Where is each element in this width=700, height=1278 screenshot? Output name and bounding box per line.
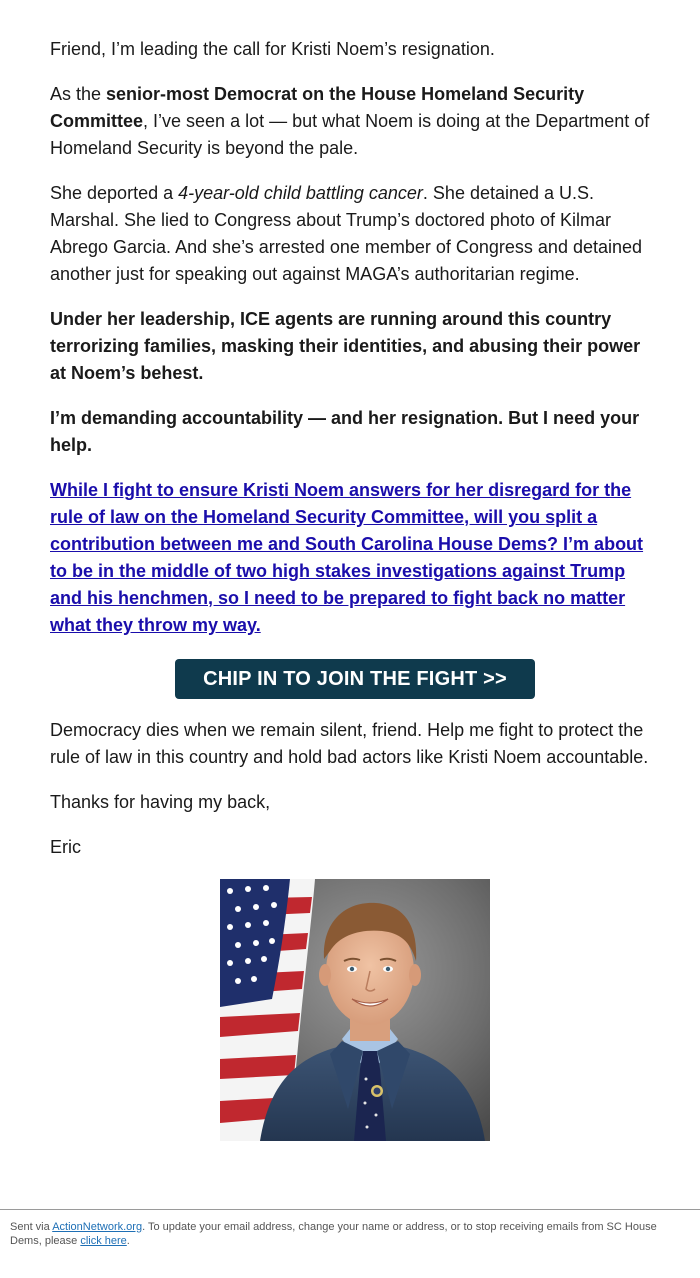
signature-text: Eric [50, 837, 81, 857]
footer-sent-via: Sent via [10, 1221, 53, 1233]
portrait-container [50, 879, 660, 1149]
paragraph-committee-rest: , I’ve seen a lot — but what Noem is doing at the Department of Homeland Security is beyond the pale. [50, 111, 650, 158]
closing-paragraph [50, 789, 660, 816]
paragraph-ask [50, 477, 660, 639]
paragraph-actions [50, 180, 660, 288]
closing-text: Thanks for having my back, [50, 792, 271, 812]
portrait-illustration [220, 879, 490, 1141]
paragraph-actions-italic: 4-year-old child battling cancer [178, 183, 423, 203]
paragraph-actions-intro: She deported a [50, 183, 179, 203]
footer-end: . [126, 1235, 130, 1247]
paragraph-committee-bold: senior-most Democrat on the House Homeland Security Committee [50, 84, 585, 131]
portrait-photo [220, 879, 490, 1141]
paragraph-democracy-text: Democracy dies when we remain silent, friend. Help me fight to protect the rule of law in this country and hold bad actors like Kristi Noem accountable. [50, 720, 649, 767]
unsubscribe-link[interactable]: click here [80, 1235, 127, 1247]
paragraph-committee [50, 81, 660, 162]
signature-paragraph [50, 834, 660, 861]
paragraph-ice [50, 306, 660, 387]
paragraph-committee-intro: As the [50, 84, 107, 104]
cta-container [50, 657, 660, 699]
chip-in-button[interactable]: CHIP IN TO JOIN THE FIGHT >> [175, 659, 535, 699]
footer-text: . To update your email address, change your name or address, or to stop receiving emails from SC House Dems, please [10, 1221, 657, 1247]
actionnetwork-link[interactable]: ActionNetwork.org [52, 1221, 143, 1233]
greeting-text: Friend, I’m leading the call for Kristi Noem’s resignation. [50, 39, 495, 59]
paragraph-ice-text: Under her leadership, ICE agents are running around this country terrorizing families, masking their identities, and abusing their power at Noem’s behest. [50, 309, 641, 383]
paragraph-democracy [50, 717, 660, 771]
greeting-paragraph [50, 36, 660, 63]
donation-ask-link[interactable]: While I fight to ensure Kristi Noem answers for her disregard for the rule of law on the Homeland Security Committee, will you split a contribution between me and South Carolina House Dems? I’m about to be in the middle of two high stakes investigations against Trump and his henchmen, so I need to be prepared to fight back no matter what they throw my way. [50, 480, 644, 635]
email-body [50, 36, 660, 1149]
email-footer [0, 1209, 700, 1248]
paragraph-demand [50, 405, 660, 459]
paragraph-demand-text: I’m demanding accountability — and her resignation. But I need your help. [50, 408, 640, 455]
paragraph-actions-rest: . She detained a U.S. Marshal. She lied to Congress about Trump’s doctored photo of Kilmar Abrego Garcia. And she’s arrested one member of Congress and detained another just for speaking out against MAGA’s authoritarian regime. [50, 183, 643, 284]
